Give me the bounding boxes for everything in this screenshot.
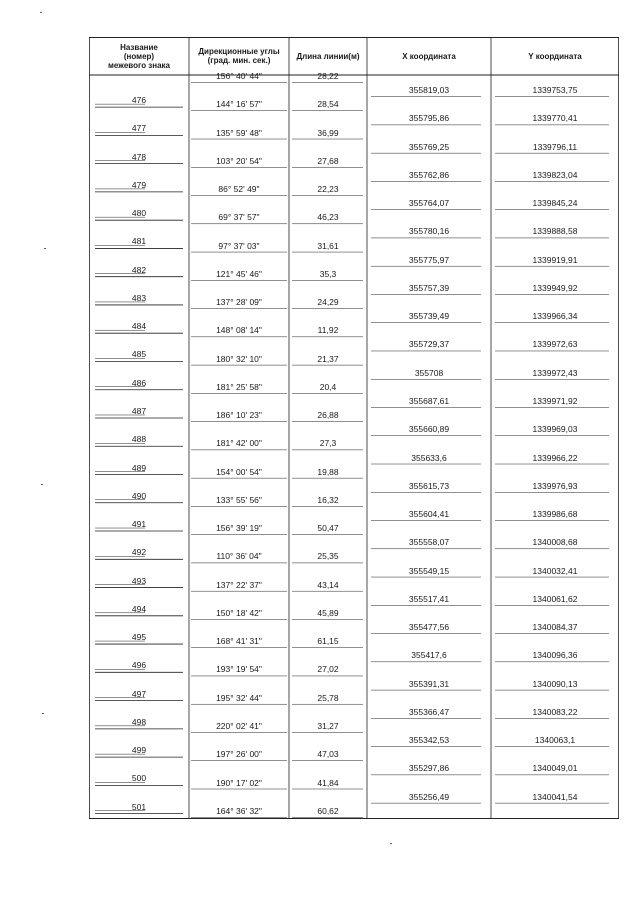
segment-length: 25,35	[317, 551, 339, 562]
point-x: 355660,89	[408, 424, 450, 435]
segment-length: 27,02	[317, 664, 339, 675]
segment-angle: 137° 22' 37"	[216, 579, 262, 590]
point-y: 1339919,91	[532, 254, 578, 265]
point-y: 1339823,04	[532, 169, 578, 180]
segment-length: 25,78	[317, 692, 339, 703]
segment-angle: 110° 36' 04"	[216, 551, 262, 562]
segment-length: 28,22	[317, 71, 339, 81]
segment-angle: 181° 42' 00"	[216, 438, 262, 449]
point-x: 355558,07	[408, 537, 450, 548]
segment-angle: 156° 40' 44"	[216, 71, 262, 81]
point-x: 355729,37	[408, 339, 450, 350]
segment-length: 27,3	[319, 438, 337, 449]
point-name: 493	[131, 575, 147, 586]
point-x: 355517,41	[408, 593, 450, 604]
point-y: 1340083,22	[532, 706, 578, 717]
segment-angle: 135° 59' 48"	[216, 127, 262, 138]
point-x: 355549,15	[408, 565, 450, 576]
segment-length: 47,03	[317, 749, 339, 760]
point-name: 482	[131, 264, 147, 275]
point-y: 1339796,11	[532, 141, 578, 152]
segment-length: 27,68	[317, 155, 339, 166]
point-name: 498	[131, 716, 147, 727]
segment-angle: 154° 00' 54"	[216, 466, 262, 477]
segment-angle: 103° 20' 54"	[216, 155, 262, 166]
point-name: 489	[131, 462, 147, 473]
segment-length: 61,15	[317, 636, 339, 647]
segment-angle: 137° 28' 09"	[216, 297, 262, 308]
segment-angle: 181° 25' 58"	[216, 381, 262, 392]
point-y: 1340061,62	[532, 593, 578, 604]
point-y: 1339966,22	[532, 452, 578, 463]
segment-length: 26,88	[317, 410, 339, 421]
segment-angle: 190° 17' 02"	[216, 777, 262, 788]
point-y: 1339971,92	[532, 395, 578, 406]
point-name: 499	[131, 745, 147, 756]
point-name: 491	[131, 519, 147, 530]
point-y: 1339770,41	[532, 113, 578, 124]
header-direction-angle: Дирекционные углы (град. мин. сек.)	[198, 47, 280, 65]
point-name: 497	[131, 688, 147, 699]
segment-angle: 186° 10' 23"	[216, 410, 262, 421]
point-name: 485	[131, 349, 147, 360]
scan-speck	[42, 713, 44, 714]
point-x: 355604,41	[408, 509, 450, 520]
segment-angle: 180° 32' 10"	[216, 353, 262, 364]
point-x: 355256,49	[408, 791, 450, 802]
segment-length: 35,3	[319, 268, 337, 279]
point-x: 355780,16	[408, 226, 450, 237]
point-x: 355687,61	[408, 395, 450, 406]
point-x: 355615,73	[408, 480, 450, 491]
header-line-length: Длина линии(м)	[296, 51, 360, 61]
point-y: 1339972,63	[532, 339, 578, 350]
segment-length: 16,32	[317, 494, 339, 505]
point-y: 1340032,41	[532, 565, 578, 576]
segment-length: 21,37	[317, 353, 339, 364]
segment-length: 20,4	[319, 381, 337, 392]
segment-angle: 156° 39' 19"	[216, 523, 262, 534]
segment-length: 31,27	[317, 720, 339, 731]
point-x: 355633,6	[411, 452, 447, 463]
segment-angle: 86° 52' 49"	[218, 184, 260, 195]
point-y: 1339972,43	[532, 367, 578, 378]
point-x: 355769,25	[408, 141, 450, 152]
point-x: 355764,07	[408, 198, 450, 209]
segment-length: 19,88	[317, 466, 339, 477]
scan-speck	[44, 248, 46, 249]
point-y: 1339969,03	[532, 424, 578, 435]
point-x: 355297,86	[408, 763, 450, 774]
segment-angle: 150° 18' 42"	[216, 607, 262, 618]
point-name: 481	[131, 236, 147, 247]
point-x: 355757,39	[408, 282, 450, 293]
point-name: 495	[131, 632, 147, 643]
segment-angle: 97° 37' 03"	[218, 240, 260, 251]
segment-angle: 148° 08' 14"	[216, 325, 262, 336]
point-x: 355795,86	[408, 113, 450, 124]
point-name: 501	[131, 801, 147, 812]
segment-angle: 220° 02' 41"	[216, 720, 262, 731]
point-x: 355708	[414, 367, 444, 378]
point-name: 478	[131, 151, 147, 162]
point-name: 480	[131, 208, 147, 219]
segment-length: 43,14	[317, 579, 339, 590]
segment-length: 31,61	[317, 240, 339, 251]
segment-angle: 69° 37' 57"	[218, 212, 260, 223]
scan-speck	[40, 12, 42, 13]
header-x-coordinate: X координата	[402, 51, 456, 61]
segment-length: 41,84	[317, 777, 339, 788]
point-x: 355739,49	[408, 311, 450, 322]
scan-speck	[390, 843, 392, 844]
point-x: 355417,6	[411, 650, 447, 661]
segment-angle: 133° 55' 56"	[216, 494, 262, 505]
point-name: 484	[131, 321, 147, 332]
point-y: 1339845,24	[532, 198, 578, 209]
point-name: 492	[131, 547, 147, 558]
segment-length: 45,89	[317, 607, 339, 618]
point-name: 476	[131, 95, 147, 106]
point-y: 1340096,36	[532, 650, 578, 661]
segment-angle: 195° 32' 44"	[216, 692, 262, 703]
segment-length: 28,54	[317, 99, 339, 110]
point-name: 479	[131, 179, 147, 190]
point-y: 1340063,1	[534, 735, 576, 746]
segment-length: 11,92	[317, 325, 339, 336]
scan-speck	[41, 484, 43, 485]
point-y: 1339753,75	[532, 85, 578, 96]
segment-length: 50,47	[317, 523, 339, 534]
point-y: 1339966,34	[532, 311, 578, 322]
point-y: 1339986,68	[532, 509, 578, 520]
segment-length: 46,23	[317, 212, 339, 223]
point-x: 355775,97	[408, 254, 450, 265]
point-name: 500	[131, 773, 147, 784]
point-y: 1340008,68	[532, 537, 578, 548]
point-name: 483	[131, 292, 147, 303]
segment-angle: 197° 26' 00"	[216, 749, 262, 760]
header-y-coordinate: Y координата	[528, 51, 582, 61]
point-name: 496	[131, 660, 147, 671]
segment-length: 60,62	[317, 805, 339, 816]
point-y: 1340084,37	[532, 622, 578, 633]
point-y: 1339888,58	[532, 226, 578, 237]
header-point-name: Название (номер) межевого знака	[107, 42, 171, 70]
segment-angle: 121° 45' 46"	[216, 268, 262, 279]
point-y: 1340090,13	[532, 678, 578, 689]
segment-angle: 164° 36' 32"	[216, 805, 262, 816]
segment-length: 22,23	[317, 184, 339, 195]
point-x: 355762,86	[408, 169, 450, 180]
point-x: 355366,47	[408, 706, 450, 717]
segment-length: 24,29	[317, 297, 339, 308]
point-name: 486	[131, 377, 147, 388]
point-y: 1340049,01	[532, 763, 578, 774]
point-x: 355819,03	[408, 85, 450, 96]
point-x: 355342,53	[408, 735, 450, 746]
point-x: 355391,31	[408, 678, 450, 689]
point-name: 490	[131, 490, 147, 501]
point-y: 1339949,92	[532, 282, 578, 293]
point-name: 477	[131, 123, 147, 134]
point-name: 488	[131, 434, 147, 445]
point-x: 355477,56	[408, 622, 450, 633]
segment-angle: 193° 19' 54"	[216, 664, 262, 675]
coordinates-table	[89, 37, 619, 819]
segment-length: 36,99	[317, 127, 339, 138]
segment-angle: 144° 16' 57"	[216, 99, 262, 110]
point-name: 494	[131, 603, 147, 614]
point-y: 1340041,54	[532, 791, 578, 802]
point-y: 1339976,93	[532, 480, 578, 491]
point-name: 487	[131, 405, 147, 416]
segment-angle: 168° 41' 31"	[216, 636, 262, 647]
